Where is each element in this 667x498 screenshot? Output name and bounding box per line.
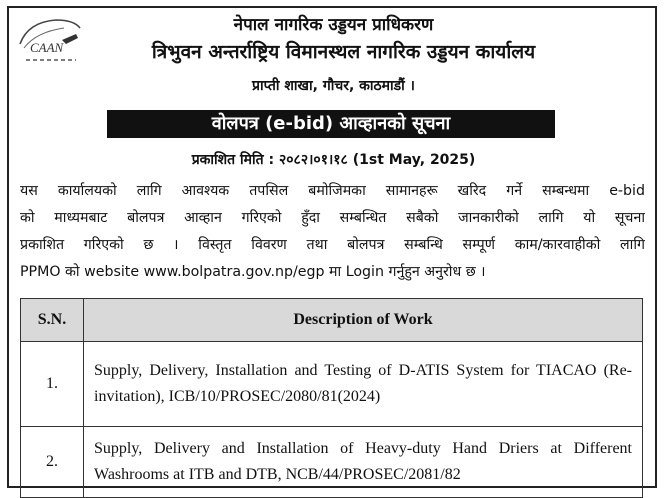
office-title: त्रिभुवन अन्तर्राष्ट्रिय विमानस्थल नागरिक उड्डयन कार्यालय — [151, 41, 536, 63]
svg-text:CAAN: CAAN — [30, 40, 64, 55]
published-date-en: (1st May, 2025) — [352, 152, 476, 168]
col-header-description: Description of Work — [84, 299, 643, 342]
col-header-sn: S.N. — [21, 299, 84, 342]
notice-title-banner: वोलपत्र (e-bid) आव्हानको सूचना — [107, 110, 555, 138]
row-sn: 1. — [21, 342, 84, 427]
work-table — [20, 298, 643, 498]
body-line: को माध्यमबाट बोलपत्र आव्हान गरिएको हुँदा सम्बन्धित सबैको जानकारीको लागि यो सूचना — [20, 210, 645, 226]
body-line: PPMO को website www.bolpatra.gov.np/egp मा Login गर्नुहुन अनुरोध छ । — [20, 264, 486, 280]
published-date — [0, 150, 667, 169]
table-row — [21, 342, 643, 427]
row-description: Supply, Delivery, Installation and Testing of D-ATIS System for TIACAO (Re-invitation), ICB/10/PROSEC/2080/81(2024) — [84, 342, 643, 427]
authority-title: नेपाल नागरिक उड्डयन प्राधिकरण — [233, 15, 434, 35]
table-row — [21, 427, 643, 498]
published-date-np: प्रकाशित मिति : २०८२।०१।१८ — [191, 152, 348, 168]
table-header-row — [21, 299, 643, 342]
row-sn: 2. — [21, 427, 84, 498]
body-line: प्रकाशित गरिएको छ । विस्तृत विवरण तथा बोलपत्र सम्बन्धि सम्पूर्ण काम/कारवाहीको लागि — [20, 237, 645, 253]
body-line: यस कार्यालयको लागि आवश्यक तपसिल बमोजिमका सामानहरू खरिद गर्ने सम्बन्धमा e-bid — [20, 183, 645, 199]
notice-body — [20, 178, 645, 286]
row-description: Supply, Delivery and Installation of Heavy-duty Hand Driers at Different Washrooms at ITB and DTB, NCB/44/PROSEC/2081/82 — [84, 427, 643, 498]
section-address: प्राप्ती शाखा, गौचर, काठमाडौं । — [252, 78, 415, 94]
